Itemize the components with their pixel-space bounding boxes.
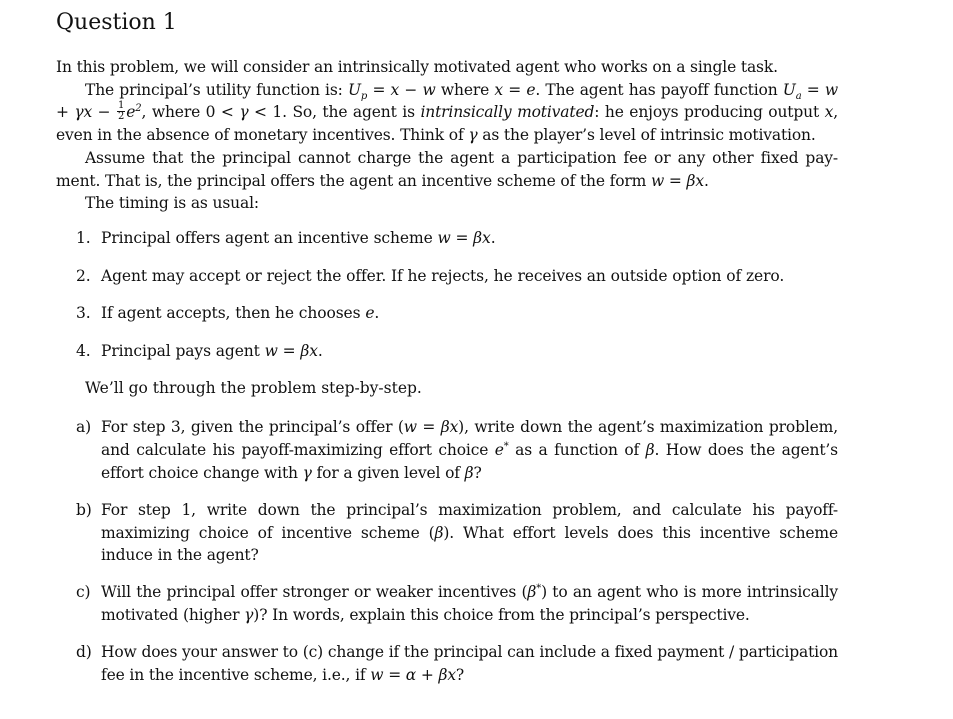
effort-squared: $e^2$	[126, 103, 142, 122]
sub-question-b: b) For step 1, write down the principal’s maximization problem, and calculate his payoff-maximizing choice of incentive scheme (β). What effort levels does this incentive scheme induce in the agent?	[76, 500, 838, 565]
sub-questions-list	[56, 416, 838, 687]
timing-step	[56, 227, 838, 265]
gamma-symbol-2: γ	[468, 126, 478, 145]
intro-p2-text-c: . The agent has payoff function	[535, 80, 778, 99]
sub-question-label: c)	[76, 583, 91, 602]
timing-step	[56, 265, 838, 303]
intro-p2-text-g: , even in the absence of monetary incentives. Think of	[56, 103, 838, 145]
document-page	[56, 8, 838, 687]
principal-utility-equation: = x − w	[367, 80, 436, 99]
step-number: 4.	[76, 341, 91, 360]
question-title: Question 1	[56, 10, 177, 35]
sub-question-d: d) How does your answer to (c) change if the principal can include a fixed payment / participation fee in the incentive scheme, i.e., if w = α + βx?	[76, 643, 838, 684]
incentive-scheme-equation: w = βx	[651, 171, 704, 190]
step-end: .	[317, 341, 323, 360]
step-math: w = βx	[437, 228, 491, 247]
gamma-symbol: γ	[239, 103, 249, 122]
output-symbol: x	[824, 103, 834, 122]
sub-question-label: d)	[76, 643, 92, 662]
step-number: 3.	[76, 304, 91, 323]
intro-p2-text-h: as the player’s level of intrinsic motivation.	[477, 126, 816, 145]
step-text: If agent accepts, then he chooses	[101, 304, 366, 323]
intro-p2-text-f: : he enjoys producing output	[594, 103, 825, 122]
step-math: w = βx	[264, 341, 318, 360]
sub-question-c: c) Will the principal offer stronger or weaker incentives (β*) to an agent who is more intrinsically motivated (higher γ)? In words, explain this choice from the principal’s perspective.	[76, 583, 838, 624]
principal-utility-symbol: $U_p$	[348, 80, 368, 102]
intro-p2-text-b: where	[435, 80, 495, 99]
intro-p2-text-e: < 1. So, the agent is	[248, 103, 421, 122]
timing-step	[56, 302, 838, 340]
sub-question-label: a)	[76, 418, 91, 437]
timing-intro: The timing is as usual:	[85, 194, 259, 213]
one-half-fraction: $\frac{1}{2}$	[118, 99, 125, 122]
agent-payoff-symbol: $U_a$	[782, 80, 802, 102]
step-through-text: We’ll go through the problem step-by-step.	[85, 379, 422, 398]
intro-paragraph-1	[56, 56, 838, 215]
timing-steps-list	[56, 227, 838, 377]
timing-step	[56, 340, 838, 378]
step-math: e	[365, 304, 375, 323]
sub-question-a: a) For step 3, given the principal’s offer (w = βx), write down the agent’s maximization problem, and calculate his payoff-maximizing effort choice e* as a function of β. How does the agent’s effort choice change with γ for a given level of β?	[76, 418, 838, 482]
intro-p3-end: .	[703, 171, 709, 190]
intro-p2-text-a: The principal’s utility function is:	[85, 80, 348, 99]
step-number: 1.	[76, 228, 91, 247]
step-text: Principal offers agent an incentive scheme	[101, 228, 438, 247]
output-equation: x = e	[494, 80, 536, 99]
intro-p1-text: In this problem, we will consider an intrinsically motivated agent who works on a single task.	[56, 58, 778, 76]
intro-p2-text-d: , where 0 <	[141, 103, 240, 122]
sub-question-label: b)	[76, 500, 92, 519]
step-text: Agent may accept or reject the offer. If he rejects, he receives an outside option of zero.	[101, 266, 785, 285]
step-text: Principal pays agent	[101, 341, 265, 360]
intrinsically-motivated-emphasis: intrinsically motivated	[420, 103, 595, 122]
step-end: .	[374, 304, 380, 323]
agent-payoff-equation: = w + γx −	[56, 80, 839, 122]
step-number: 2.	[76, 266, 91, 285]
intro-p3-text: Assume that the principal cannot charge the agent a participation fee or any other fixed pay-ment. That is, the principal offers the agent an incentive scheme of the form	[56, 148, 838, 190]
step-end: .	[490, 228, 496, 247]
